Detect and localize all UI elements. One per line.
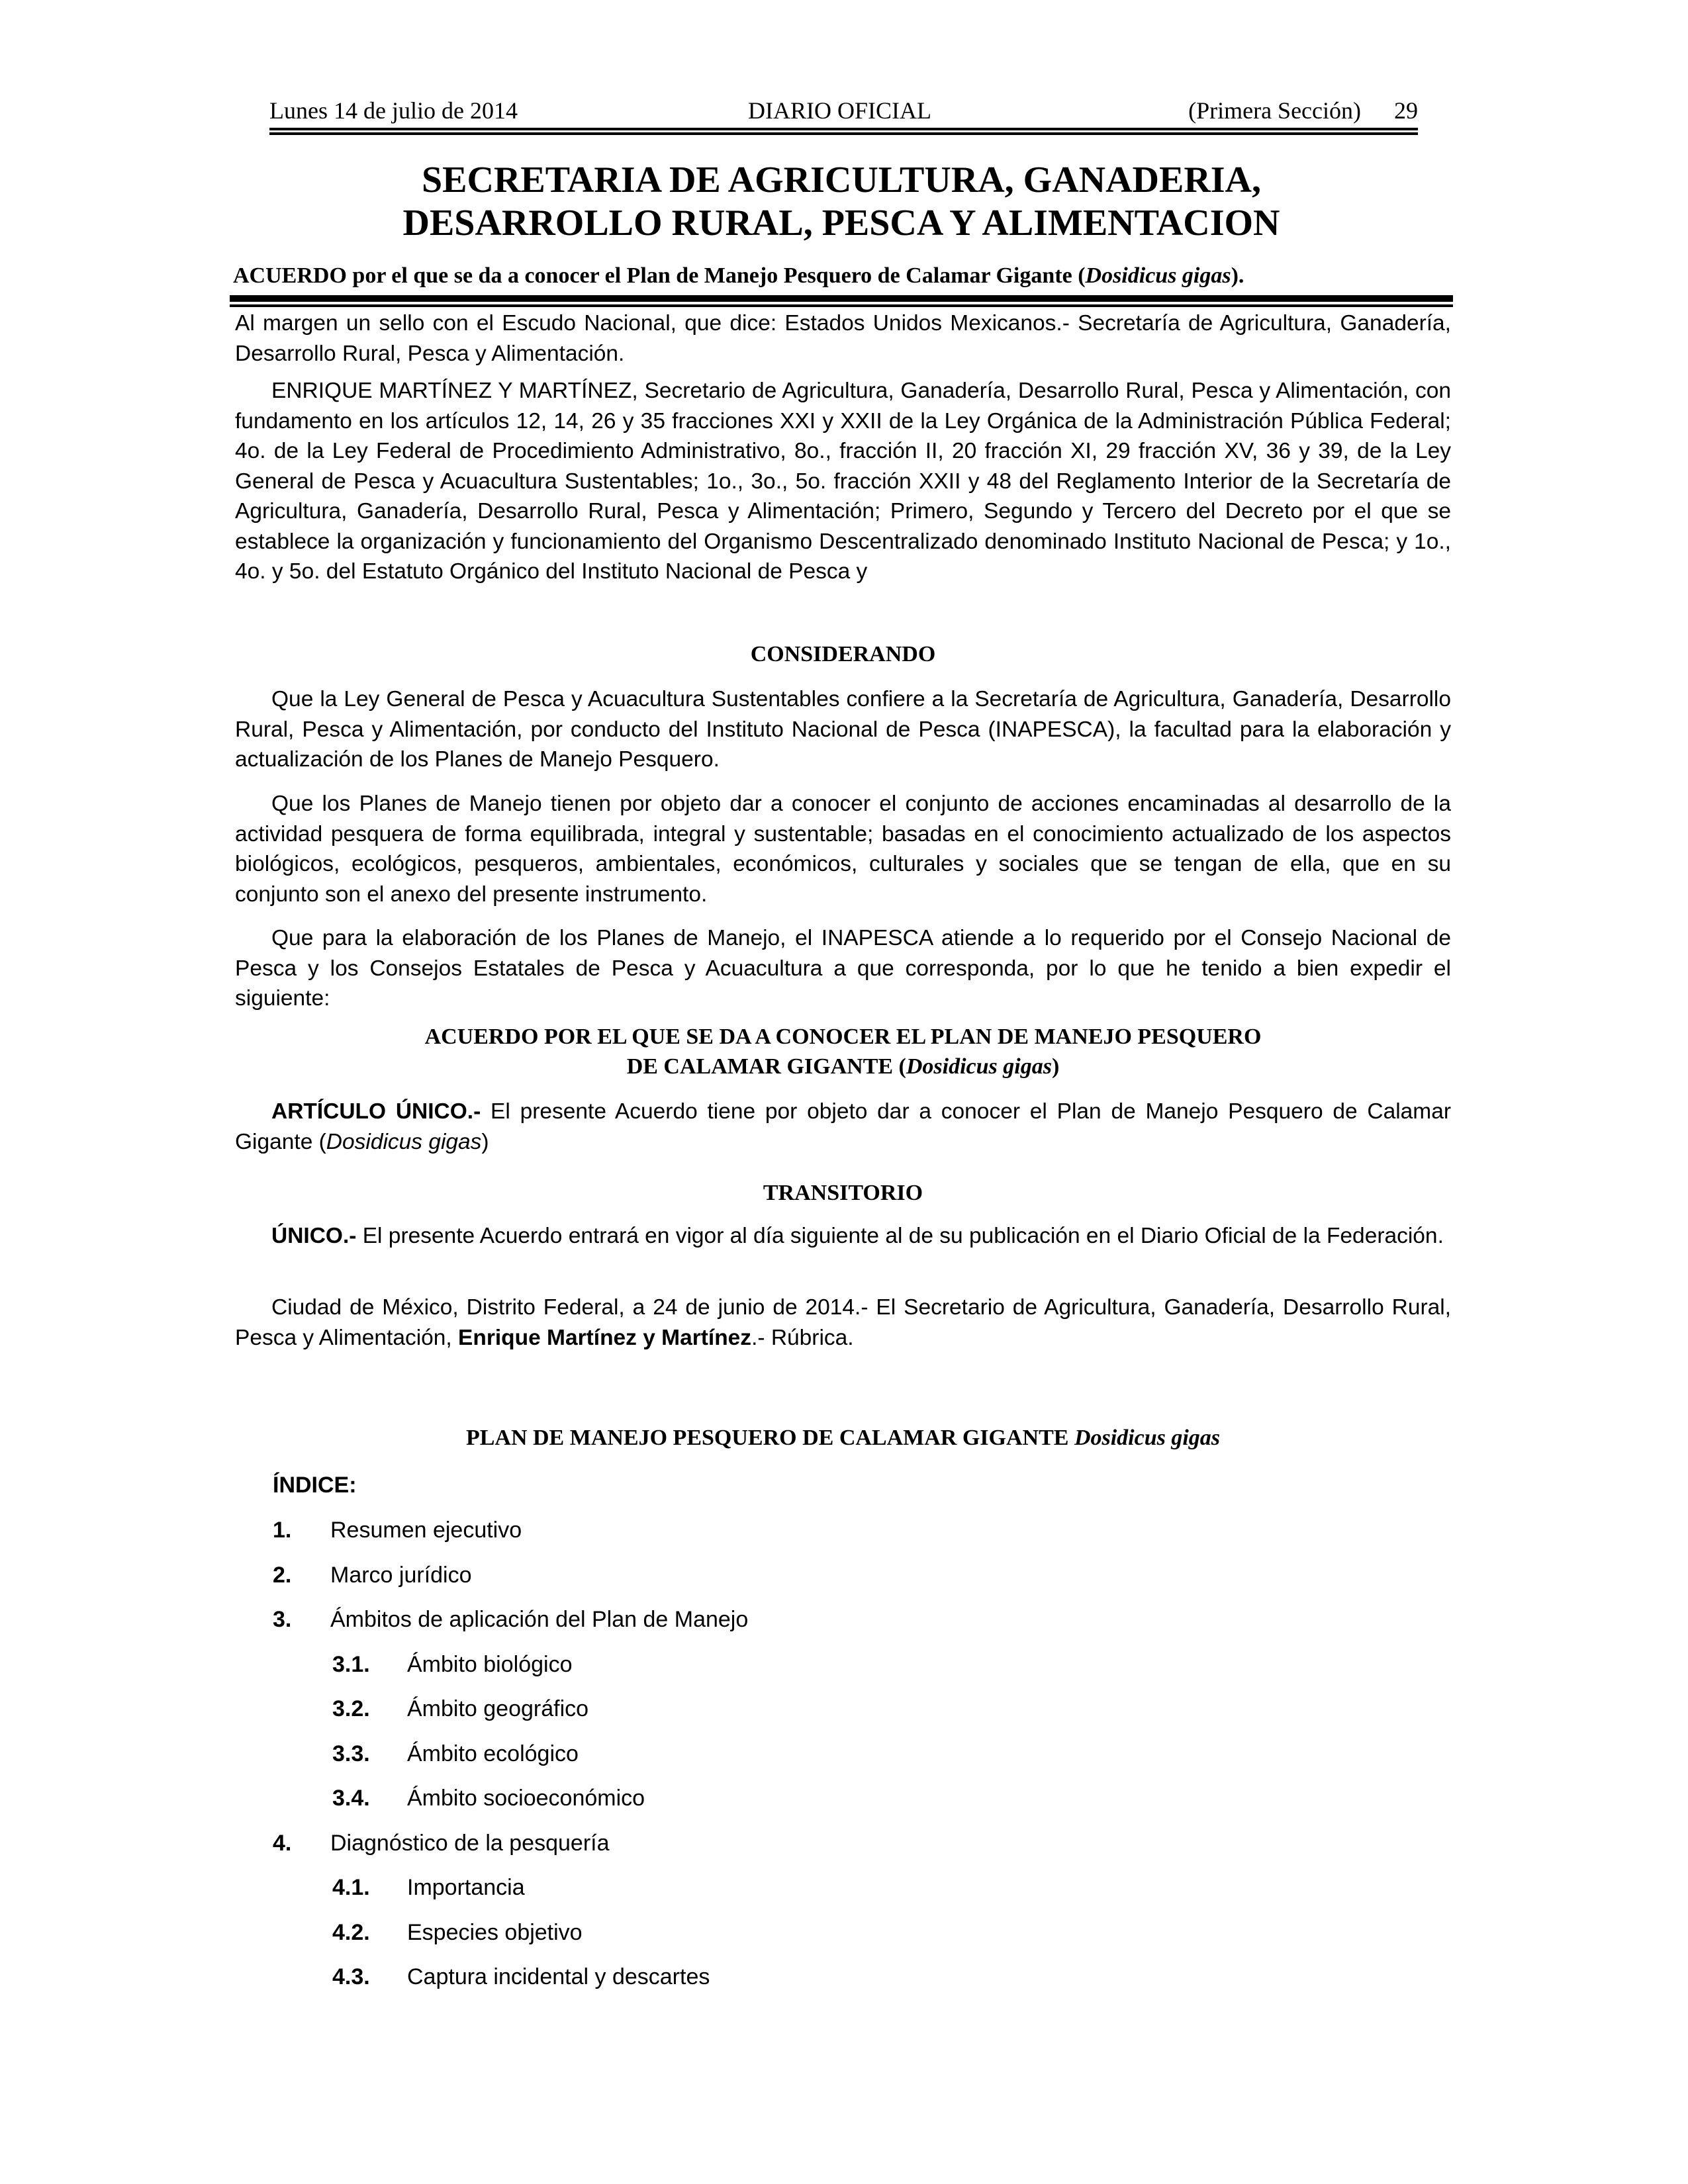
toc-item-label: Importancia [407, 1875, 525, 1900]
toc-item-label: Ámbito ecológico [407, 1741, 579, 1766]
toc-item-number: 3.2. [332, 1696, 370, 1721]
index-heading: ÍNDICE: [273, 1473, 357, 1498]
section-label: (Primera Sección) [1188, 97, 1361, 124]
toc-item-number: 1. [273, 1518, 292, 1543]
plan-title [235, 1423, 1451, 1453]
transitorio-unico-text: El presente Acuerdo entrará en vigor al día siguiente al de su publicación en el Diario Oficial de la Federación. [356, 1224, 1444, 1248]
toc-item-label: Ámbitos de aplicación del Plan de Manejo [330, 1607, 749, 1632]
acuerdo-main-heading-line-2 [235, 1052, 1451, 1081]
acuerdo-main-heading-line-1: ACUERDO POR EL QUE SE DA A CONOCER EL PLAN DE MANEJO PESQUERO [424, 1024, 1262, 1049]
toc-item-number: 3. [273, 1607, 292, 1632]
acuerdo-rule-thin [230, 304, 1453, 307]
acuerdo-heading-text: por el que se da a conocer el Plan de Manejo Pesquero de Calamar Gigante ( [346, 263, 1086, 288]
articulo-unico-text: El presente Acuerdo tiene por objeto dar a conocer el Plan de Manejo Pesquero de Calamar Gigante ( [235, 1099, 1451, 1154]
signature-text: Ciudad de México, Distrito Federal, a 24 de junio de 2014.- El Secretario de Agricultura, Ganadería, Desarrollo Rural, Pesca y Alimentación, [235, 1295, 1451, 1350]
toc-item-number: 3.3. [332, 1741, 370, 1766]
acuerdo-rule-thick [230, 295, 1453, 302]
acuerdo-heading-species: Dosidicus gigas [1085, 263, 1231, 288]
considerando-paragraph: Que para la elaboración de los Planes de Manejo, el INAPESCA atiende a lo requerido por el Consejo Nacional de Pesca y los Consejos Estatales de Pesca y Acuacultura a que corresponda, por lo que he tenido a bien expedir el siguiente: [235, 926, 1451, 1011]
toc-item-number: 4.3. [332, 1964, 370, 1989]
issue-date: Lunes 14 de julio de 2014 [269, 97, 518, 124]
toc-item-label: Ámbito geográfico [407, 1696, 589, 1721]
toc-item-number: 3.4. [332, 1786, 370, 1811]
transitorio-heading: TRANSITORIO [763, 1181, 923, 1205]
acuerdo-heading [233, 261, 1458, 291]
toc-item-label: Diagnóstico de la pesquería [330, 1830, 610, 1856]
publication-name: DIARIO OFICIAL [748, 97, 931, 124]
running-header [269, 95, 1418, 126]
signature-tail: .- Rúbrica. [751, 1325, 854, 1350]
header-rule-top [269, 128, 1418, 130]
transitorio-unico [235, 1221, 1451, 1251]
toc-item-label: Marco jurídico [330, 1562, 472, 1588]
considerando-paragraph-2-block [235, 789, 1451, 909]
acuerdo-main-heading-tail: ) [1051, 1054, 1060, 1079]
articulo-unico-lead: ARTÍCULO ÚNICO.- [271, 1099, 481, 1124]
toc-item-number: 2. [273, 1562, 292, 1588]
acuerdo-main-heading [235, 1022, 1451, 1081]
preamble [235, 308, 1451, 369]
signatory-name: Enrique Martínez y Martínez [458, 1325, 752, 1350]
acuerdo-heading-lead: ACUERDO [233, 263, 347, 288]
articulo-unico [235, 1097, 1451, 1157]
toc-item-label: Ámbito biológico [407, 1651, 573, 1677]
header-rule-bottom [269, 132, 1418, 135]
considerando-heading: CONSIDERANDO [750, 642, 936, 666]
signature-block [235, 1293, 1451, 1353]
transitorio-unico-lead: ÚNICO.- [271, 1224, 357, 1248]
acuerdo-main-heading-text: DE CALAMAR GIGANTE ( [626, 1054, 906, 1079]
toc-item-label: Captura incidental y descartes [407, 1964, 710, 1989]
toc-item-number: 4. [273, 1830, 292, 1856]
authority-paragraph: ENRIQUE MARTÍNEZ Y MARTÍNEZ, Secretario de Agricultura, Ganadería, Desarrollo Rural, Pesca y Alimentación, con fundamento en los artículos 12, 14, 26 y 35 fracciones XXI y XXII de la Ley Orgánica de la Administración Pública Federal; 4o. de la Ley Federal de Procedimiento Administrativo, 8o., fracción II, 20 fracción XI, 29 fracción XV, 36 y 39, de la Ley General de Pesca y Acuacultura Sustentables; 1o., 3o., 5o. fracción XXII y 48 del Reglamento Interior de la Secretaría de Agricultura, Ganadería, Desarrollo Rural, Pesca y Alimentación; Primero, Segundo y Tercero del Decreto por el que se establece la organización y funcionamiento del Organismo Descentralizado denominado Instituto Nacional de Pesca; y 1o., 4o. y 5o. del Estatuto Orgánico del Instituto Nacional de Pesca y [235, 379, 1451, 584]
authority-block [235, 376, 1451, 587]
ministry-title-line-1: SECRETARIA DE AGRICULTURA, GANADERIA, [421, 159, 1261, 201]
considerando-paragraph: Que la Ley General de Pesca y Acuacultura Sustentables confiere a la Secretaría de Agricultura, Ganadería, Desarrollo Rural, Pesca y Alimentación, por conducto del Instituto Nacional de Pesca (INAPESCA), la facultad para la elaboración y actualización de los Planes de Manejo Pesquero. [235, 687, 1451, 772]
considerando-paragraph-3-block [235, 923, 1451, 1014]
acuerdo-main-heading-species: Dosidicus gigas [906, 1054, 1052, 1079]
toc-item-number: 4.2. [332, 1919, 370, 1945]
toc-item-number: 3.1. [332, 1651, 370, 1677]
considerando-paragraph: Que los Planes de Manejo tienen por objeto dar a conocer el conjunto de acciones encaminadas al desarrollo de la actividad pesquera de forma equilibrada, integral y sustentable; basadas en el conocimiento actualizado de los aspectos biológicos, ecológicos, pesqueros, ambientales, económicos, culturales y sociales que se tengan de ella, que en su conjunto son el anexo del presente instrumento. [235, 792, 1451, 907]
page-number: 29 [1394, 97, 1418, 124]
articulo-unico-species: Dosidicus gigas [326, 1129, 482, 1154]
articulo-unico-tail: ) [481, 1129, 489, 1154]
plan-title-species: Dosidicus gigas [1074, 1426, 1221, 1450]
toc-item-number: 4.1. [332, 1875, 370, 1900]
plan-title-text: PLAN DE MANEJO PESQUERO DE CALAMAR GIGANTE [465, 1426, 1074, 1450]
ministry-title-line-2: DESARROLLO RURAL, PESCA Y ALIMENTACION [402, 203, 1280, 244]
toc-item-label: Ámbito socioeconómico [407, 1786, 645, 1811]
toc-item-label: Especies objetivo [407, 1919, 583, 1945]
seal-paragraph: Al margen un sello con el Escudo Nacional, que dice: Estados Unidos Mexicanos.- Secretaría de Agricultura, Ganadería, Desarrollo Rural, Pesca y Alimentación. [235, 311, 1451, 366]
toc-item-label: Resumen ejecutivo [330, 1518, 522, 1543]
considerando-paragraph-1-block [235, 684, 1451, 775]
acuerdo-heading-tail: ). [1231, 263, 1244, 288]
